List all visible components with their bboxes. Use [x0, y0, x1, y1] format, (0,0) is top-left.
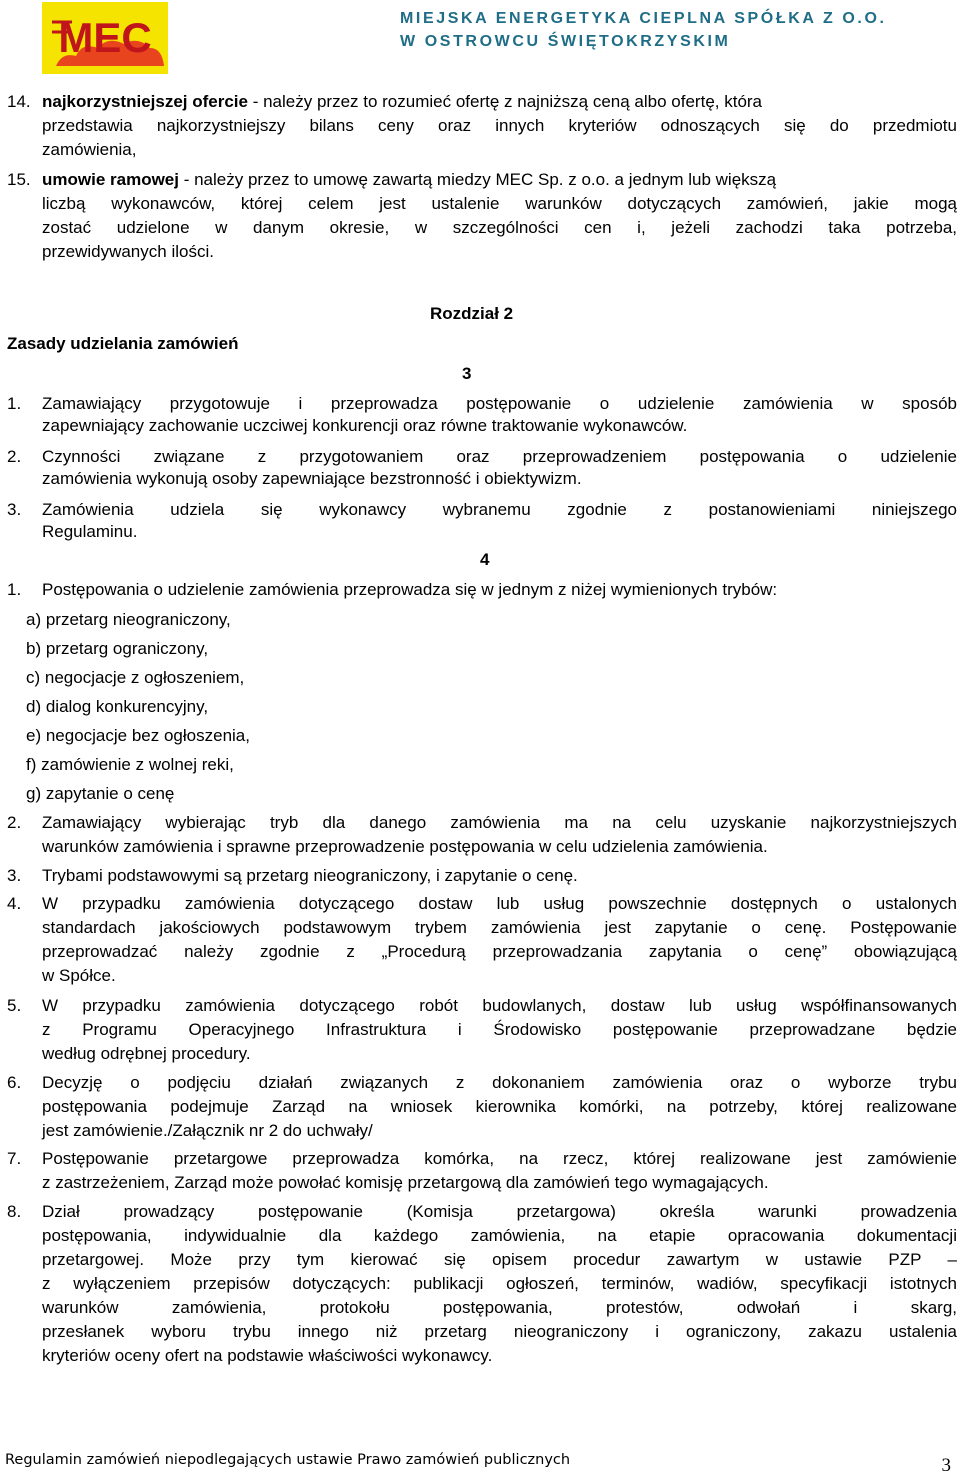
paragraph-line: Postępowanie przetargowe przeprowadza komórka, na rzecz, której realizowane jest zamówienie	[42, 1149, 957, 1168]
page-footer	[5, 1449, 955, 1476]
paragraph-line: Zamawiający wybierając tryb dla danego zamówienia ma na celu uzyskanie najkorzystniejszych	[42, 813, 957, 832]
paragraph-line: W przypadku zamówienia dotyczącego robót budowlanych, dostaw lub usług współfinansowanych	[42, 996, 957, 1015]
definition-term: umowie ramowej	[42, 170, 179, 189]
paragraph-number: 4.	[7, 894, 22, 913]
paragraph-number: 5.	[7, 996, 22, 1015]
section-number: 4	[480, 550, 490, 569]
procurement-mode-item: d) dialog konkurencyjny,	[26, 697, 209, 716]
definition-line: przewidywanych ilości.	[42, 242, 214, 261]
procurement-mode-item: f) zamówienie z wolnej reki,	[26, 755, 234, 774]
definition-line	[42, 168, 957, 193]
paragraph-line: Trybami podstawowymi są przetarg nieograniczony, i zapytanie o cenę.	[42, 866, 578, 885]
paragraph-line: Postępowania o udzielenie zamówienia przeprowadza się w jednym z niżej wymienionych trybów:	[42, 580, 778, 599]
paragraph-line: Czynności związane z przygotowaniem oraz przeprowadzeniem postępowania o udzielenie	[42, 447, 957, 466]
definition-line	[42, 90, 957, 115]
paragraph-number: 1.	[7, 394, 22, 413]
definition-number: 14.	[7, 92, 31, 111]
paragraph-line: z zastrzeżeniem, Zarząd może powołać komisję przetargową dla zamówień tego wymagających.	[42, 1173, 769, 1192]
company-name-line1: MIEJSKA ENERGETYKA CIEPLNA SPÓŁKA Z O.O.	[400, 10, 887, 27]
paragraph-line: standardach jakościowych podstawowym trybem zamówienia jest zapytanie o cenę. Postępowanie	[42, 918, 957, 937]
paragraph-line: przetargowej. Może przy tym kierować się opisem procedur zawartym w ustawie PZP –	[42, 1250, 957, 1269]
procurement-mode-item: c) negocjacje z ogłoszeniem,	[26, 668, 245, 687]
logo-text: MEC	[58, 14, 152, 61]
definition-line: zostać udzielone w danym okresie, w szczególności cen i, jeżeli zachodzi taka potrzeba,	[42, 218, 957, 237]
procurement-mode-item: g) zapytanie o cenę	[26, 784, 175, 803]
paragraph-line: z wyłączeniem przepisów dotyczących: publikacji ogłoszeń, terminów, wadiów, specyfikacji istotnych	[42, 1274, 957, 1293]
page-number: 3	[941, 1455, 951, 1476]
paragraph-number: 7.	[7, 1149, 22, 1168]
paragraph-number: 2.	[7, 813, 22, 832]
paragraph-line: W przypadku zamówienia dotyczącego dostaw lub usług powszechnie dostępnych o ustalonych	[42, 894, 957, 913]
definition-line: liczbą wykonawców, której celem jest ustalenie warunków dotyczących zamówień, jakie mogą	[42, 194, 957, 213]
paragraph-line: Zamówienia udziela się wykonawcy wybranemu zgodnie z postanowieniami niniejszego	[42, 500, 957, 519]
paragraph-line: Zamawiający przygotowuje i przeprowadza postępowanie o udzielenie zamówienia w sposób	[42, 394, 957, 413]
definition-text: - należy przez to rozumieć ofertę z najniższą ceną albo ofertę, która	[247, 92, 763, 111]
paragraph-line: z Programu Operacyjnego Infrastruktura i Środowisko postępowanie przeprowadzane będzie	[42, 1020, 957, 1039]
chapter-title: Rozdział 2	[430, 304, 514, 323]
paragraph-line: zamówienia wykonują osoby zapewniające bezstronność i obiektywizm.	[42, 469, 582, 488]
paragraph-number: 3.	[7, 866, 22, 885]
paragraph-number: 3.	[7, 500, 22, 519]
company-name-line2: W OSTROWCU ŚWIĘTOKRZYSKIM	[400, 33, 731, 50]
paragraph-line: postępowania podejmuje Zarząd na wniosek kierownika komórki, na potrzeby, której realizowane	[42, 1097, 957, 1116]
paragraph-line: przeprowadzać należy zgodnie z „Procedurą przeprowadzania zapytania o cenę” obowiązującą	[42, 942, 957, 961]
mec-logo	[42, 2, 168, 74]
procurement-mode-item: a) przetarg nieograniczony,	[26, 610, 231, 629]
paragraph-line: postępowania, indywidualnie dla każdego zamówienia, na etapie opracowania dokumentacji	[42, 1226, 957, 1245]
page-header	[0, 0, 960, 80]
paragraph-line: jest zamówienie./Załącznik nr 2 do uchwały/	[42, 1121, 373, 1140]
paragraph-line: Regulaminu.	[42, 522, 138, 541]
section-4-heading	[480, 548, 489, 573]
definition-line: zamówienia,	[42, 140, 137, 159]
paragraph-line: w Spółce.	[42, 966, 116, 985]
paragraph-line: kryteriów oceny ofert na podstawie właściwości wykonawcy.	[42, 1346, 493, 1365]
paragraph-number: 8.	[7, 1202, 22, 1221]
paragraph-line: zapewniający zachowanie uczciwej konkurencji oraz równe traktowanie wykonawców.	[42, 416, 688, 435]
definition-term: najkorzystniejszej ofercie	[42, 92, 248, 111]
paragraph-line: warunków zamówienia i sprawne przeprowadzenie postępowania w celu udzielenia zamówienia.	[42, 837, 768, 856]
definition-line: przedstawia najkorzystniejszy bilans ceny oraz innych kryteriów odnoszących się do przedmiotu	[42, 116, 957, 135]
procurement-mode-item: e) negocjacje bez ogłoszenia,	[26, 726, 250, 745]
paragraph-number: 1.	[7, 580, 22, 599]
paragraph-number: 6.	[7, 1073, 22, 1092]
section-number: 3	[462, 364, 472, 383]
paragraph-number: 2.	[7, 447, 22, 466]
paragraph-line: Dział prowadzący postępowanie (Komisja przetargowa) określa warunki prowadzenia	[42, 1202, 957, 1221]
definition-text: - należy przez to umowę zawartą miedzy MEC Sp. z o.o. a jednym lub większą	[178, 170, 777, 189]
definition-number: 15.	[7, 170, 31, 189]
chapter-subtitle: Zasady udzielania zamówień	[7, 334, 239, 353]
paragraph-line: według odrębnej procedury.	[42, 1044, 251, 1063]
paragraph-line: Decyzję o podjęciu działań związanych z dokonaniem zamówienia oraz o wyborze trybu	[42, 1073, 957, 1092]
section-3-heading	[462, 362, 471, 387]
footer-title: Regulamin zamówień niepodlegających ustawie Prawo zamówień publicznych	[5, 1452, 571, 1468]
paragraph-line: przesłanek wyboru trybu innego niż przetarg nieograniczony i ograniczony, zakazu ustalenia	[42, 1322, 957, 1341]
procurement-mode-item: b) przetarg ograniczony,	[26, 639, 209, 658]
paragraph-line: warunków zamówienia, protokołu postępowania, protestów, odwołań i skarg,	[42, 1298, 957, 1317]
